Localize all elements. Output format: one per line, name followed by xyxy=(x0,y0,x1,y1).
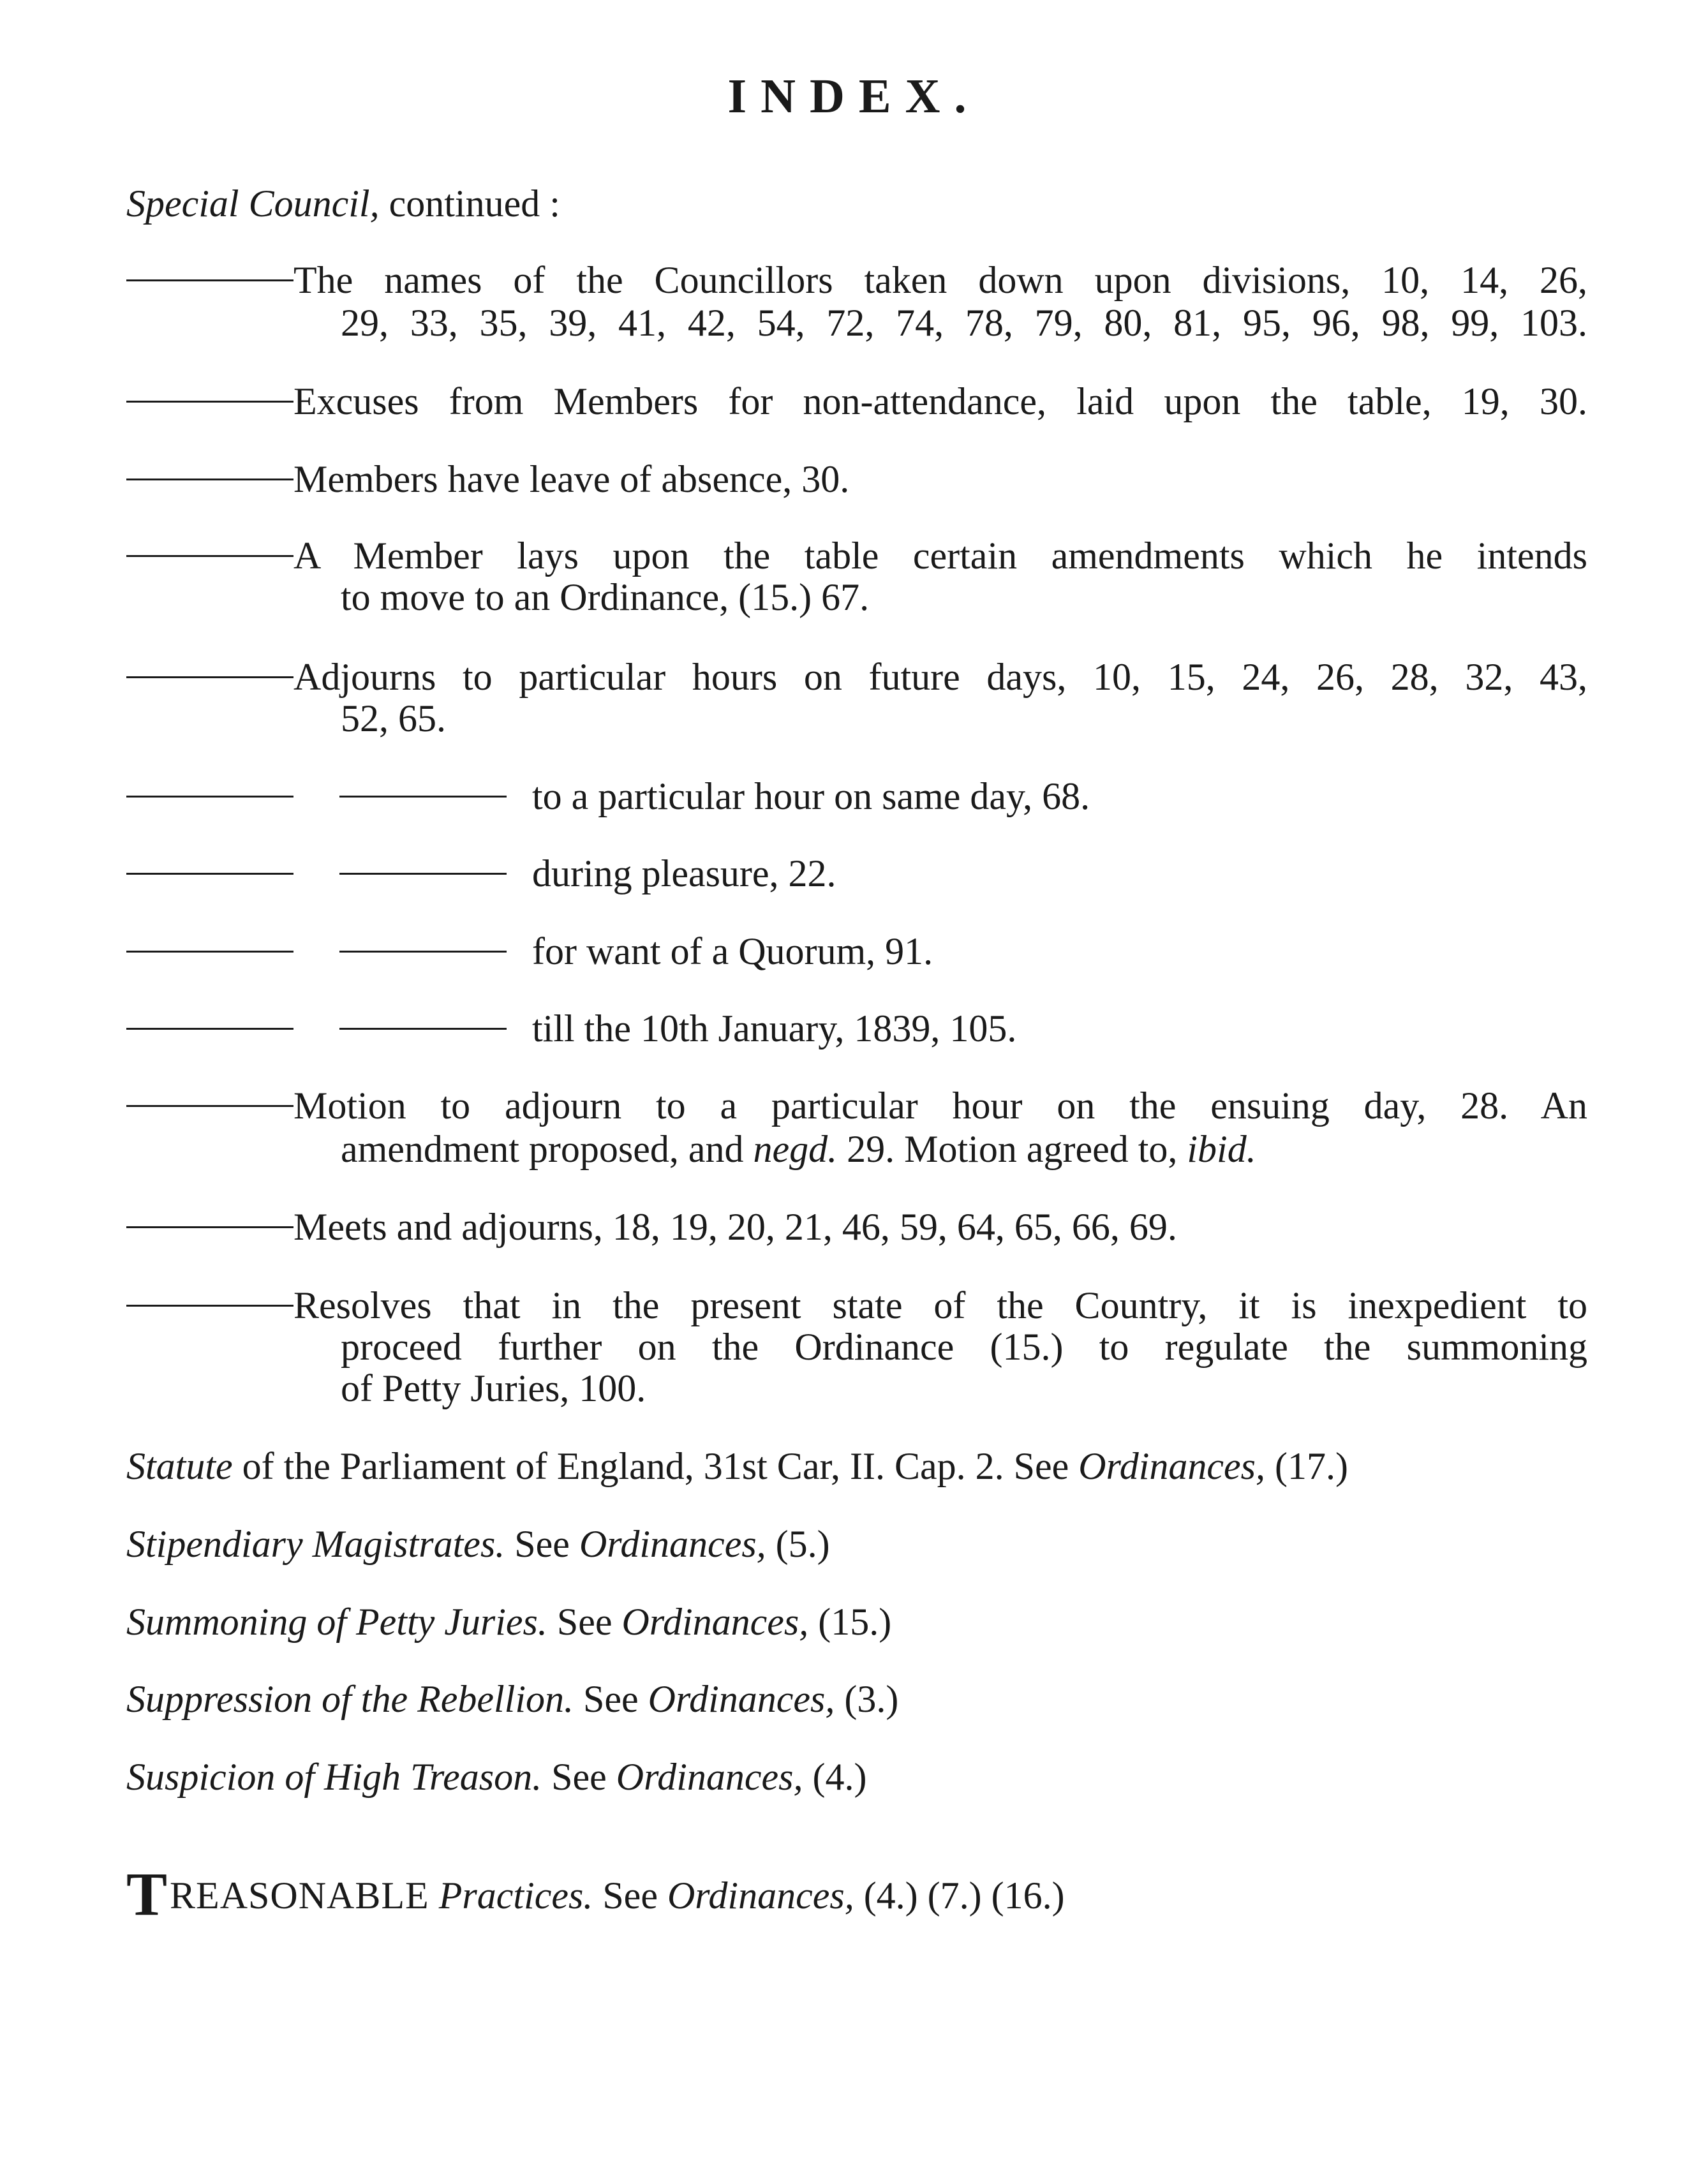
see-entry-pages: (4.) (7.) (16.) xyxy=(854,1874,1065,1917)
ditto-dash xyxy=(126,796,293,798)
entry-caps: REASONABLE xyxy=(170,1874,429,1917)
ditto-dash xyxy=(339,1028,507,1030)
sub-entry xyxy=(126,1006,1587,1051)
see-entry-text: See xyxy=(593,1874,667,1917)
see-entry xyxy=(126,1443,1587,1489)
entry-text: A Member lays upon the table certain amendments which he intends xyxy=(293,535,1587,577)
see-entry-text: See xyxy=(542,1756,616,1798)
ditto-dash xyxy=(126,479,293,480)
see-entry-pages: (3.) xyxy=(835,1678,899,1720)
index-entry xyxy=(126,1204,1587,1250)
ditto-dash xyxy=(126,1028,293,1030)
index-entry xyxy=(126,654,1587,700)
see-entry xyxy=(126,1599,1587,1645)
see-entry-term: Summoning of Petty Juries. xyxy=(126,1601,547,1643)
entry-text: The names of the Councillors taken down upon divisions, 10, 14, 26, xyxy=(293,259,1587,301)
entry-text: Excuses from Members for non-attendance, laid upon the table, 19, 30. xyxy=(293,380,1587,422)
heading-rest: continued : xyxy=(379,182,560,225)
sub-entry xyxy=(126,773,1587,819)
see-entry-ref: Ordinances, xyxy=(616,1756,803,1798)
sub-entry-text: during pleasure, 22. xyxy=(532,852,836,894)
index-entry-continuation xyxy=(126,1126,1708,1172)
index-entry-continuation: proceed further on the Ordinance (15.) to regulate the summoning xyxy=(341,1326,1587,1368)
index-entry xyxy=(126,378,1587,424)
sub-entry-text: to a particular hour on same day, 68. xyxy=(532,775,1090,817)
index-entry-continuation: to move to an Ordinance, (15.) 67. xyxy=(341,576,870,618)
see-entry-ref: Ordinances, xyxy=(621,1601,809,1643)
entry-text: Motion to adjourn to a particular hour on the ensuing day, 28. An xyxy=(293,1085,1587,1127)
sub-entry-text: for want of a Quorum, 91. xyxy=(532,930,933,972)
ditto-dash xyxy=(339,951,507,953)
ditto-dash xyxy=(126,1226,293,1228)
ditto-dash xyxy=(339,873,507,875)
index-entry xyxy=(126,533,1587,579)
sub-entry xyxy=(126,928,1587,974)
see-entry-ref: Ordinances, xyxy=(1078,1445,1265,1487)
see-entry-text: of the Parliament of England, 31st Car, II. Cap. 2. See xyxy=(232,1445,1079,1487)
see-entry xyxy=(126,1521,1587,1567)
ditto-dash xyxy=(126,873,293,875)
see-entry-ref: Ordinances, xyxy=(648,1678,835,1720)
index-entry xyxy=(126,1083,1587,1129)
ditto-dash xyxy=(126,951,293,953)
index-entry xyxy=(126,456,1587,502)
see-entry-text: See xyxy=(547,1601,622,1643)
index-entry xyxy=(126,1282,1587,1328)
motion-text: amendment proposed, and xyxy=(341,1128,754,1170)
drop-cap: T xyxy=(126,1860,168,1928)
sub-entry-text: till the 10th January, 1839, 105. xyxy=(532,1007,1017,1050)
ditto-dash xyxy=(339,796,507,798)
see-entry xyxy=(126,1676,1587,1722)
ditto-dash xyxy=(126,555,293,557)
see-entry-pages: (17.) xyxy=(1265,1445,1348,1487)
see-entry-term: Suppression of the Rebellion. xyxy=(126,1678,574,1720)
see-entry-term: Stipendiary Magistrates. xyxy=(126,1523,505,1565)
index-entry xyxy=(126,257,1587,303)
see-entry-pages: (15.) xyxy=(808,1601,892,1643)
page-title: INDEX. xyxy=(727,70,981,123)
see-entry-pages: (5.) xyxy=(766,1523,830,1565)
entry-italic: Practices. xyxy=(429,1874,593,1917)
see-entry-ref: Ordinances, xyxy=(667,1874,854,1917)
motion-ibid: ibid. xyxy=(1187,1128,1256,1170)
see-entry-text: See xyxy=(574,1678,648,1720)
ditto-dash xyxy=(126,1305,293,1307)
see-entry-text: See xyxy=(505,1523,579,1565)
index-entry-continuation: of Petty Juries, 100. xyxy=(341,1367,646,1409)
section-start-entry xyxy=(126,1860,1587,1928)
motion-negd: negd. xyxy=(753,1128,838,1170)
motion-text: 29. Motion agreed to, xyxy=(837,1128,1187,1170)
index-entry-continuation: 52, 65. xyxy=(341,697,446,739)
entry-text: Meets and adjourns, 18, 19, 20, 21, 46, 59, 64, 65, 66, 69. xyxy=(293,1206,1177,1248)
ditto-dash xyxy=(126,279,293,281)
see-entry-term: Statute xyxy=(126,1445,233,1487)
ditto-dash xyxy=(126,1105,293,1107)
entry-text: Adjourns to particular hours on future days, 10, 15, 24, 26, 28, 32, 43, xyxy=(293,656,1587,698)
sub-entry xyxy=(126,850,1587,896)
see-entry xyxy=(126,1754,1587,1800)
heading-italic: Special Council, xyxy=(126,182,380,225)
index-entry-continuation: 29, 33, 35, 39, 41, 42, 54, 72, 74, 78, 79, 80, 81, 95, 96, 98, 99, 103. xyxy=(341,302,1587,344)
ditto-dash xyxy=(126,401,293,403)
entry-text: Members have leave of absence, 30. xyxy=(293,458,850,500)
see-entry-term: Suspicion of High Treason. xyxy=(126,1756,542,1798)
see-entry-ref: Ordinances, xyxy=(579,1523,766,1565)
ditto-dash xyxy=(126,676,293,678)
section-heading xyxy=(126,181,1587,226)
see-entry-pages: (4.) xyxy=(803,1756,867,1798)
entry-text: Resolves that in the present state of the Country, it is inexpedient to xyxy=(293,1284,1587,1326)
